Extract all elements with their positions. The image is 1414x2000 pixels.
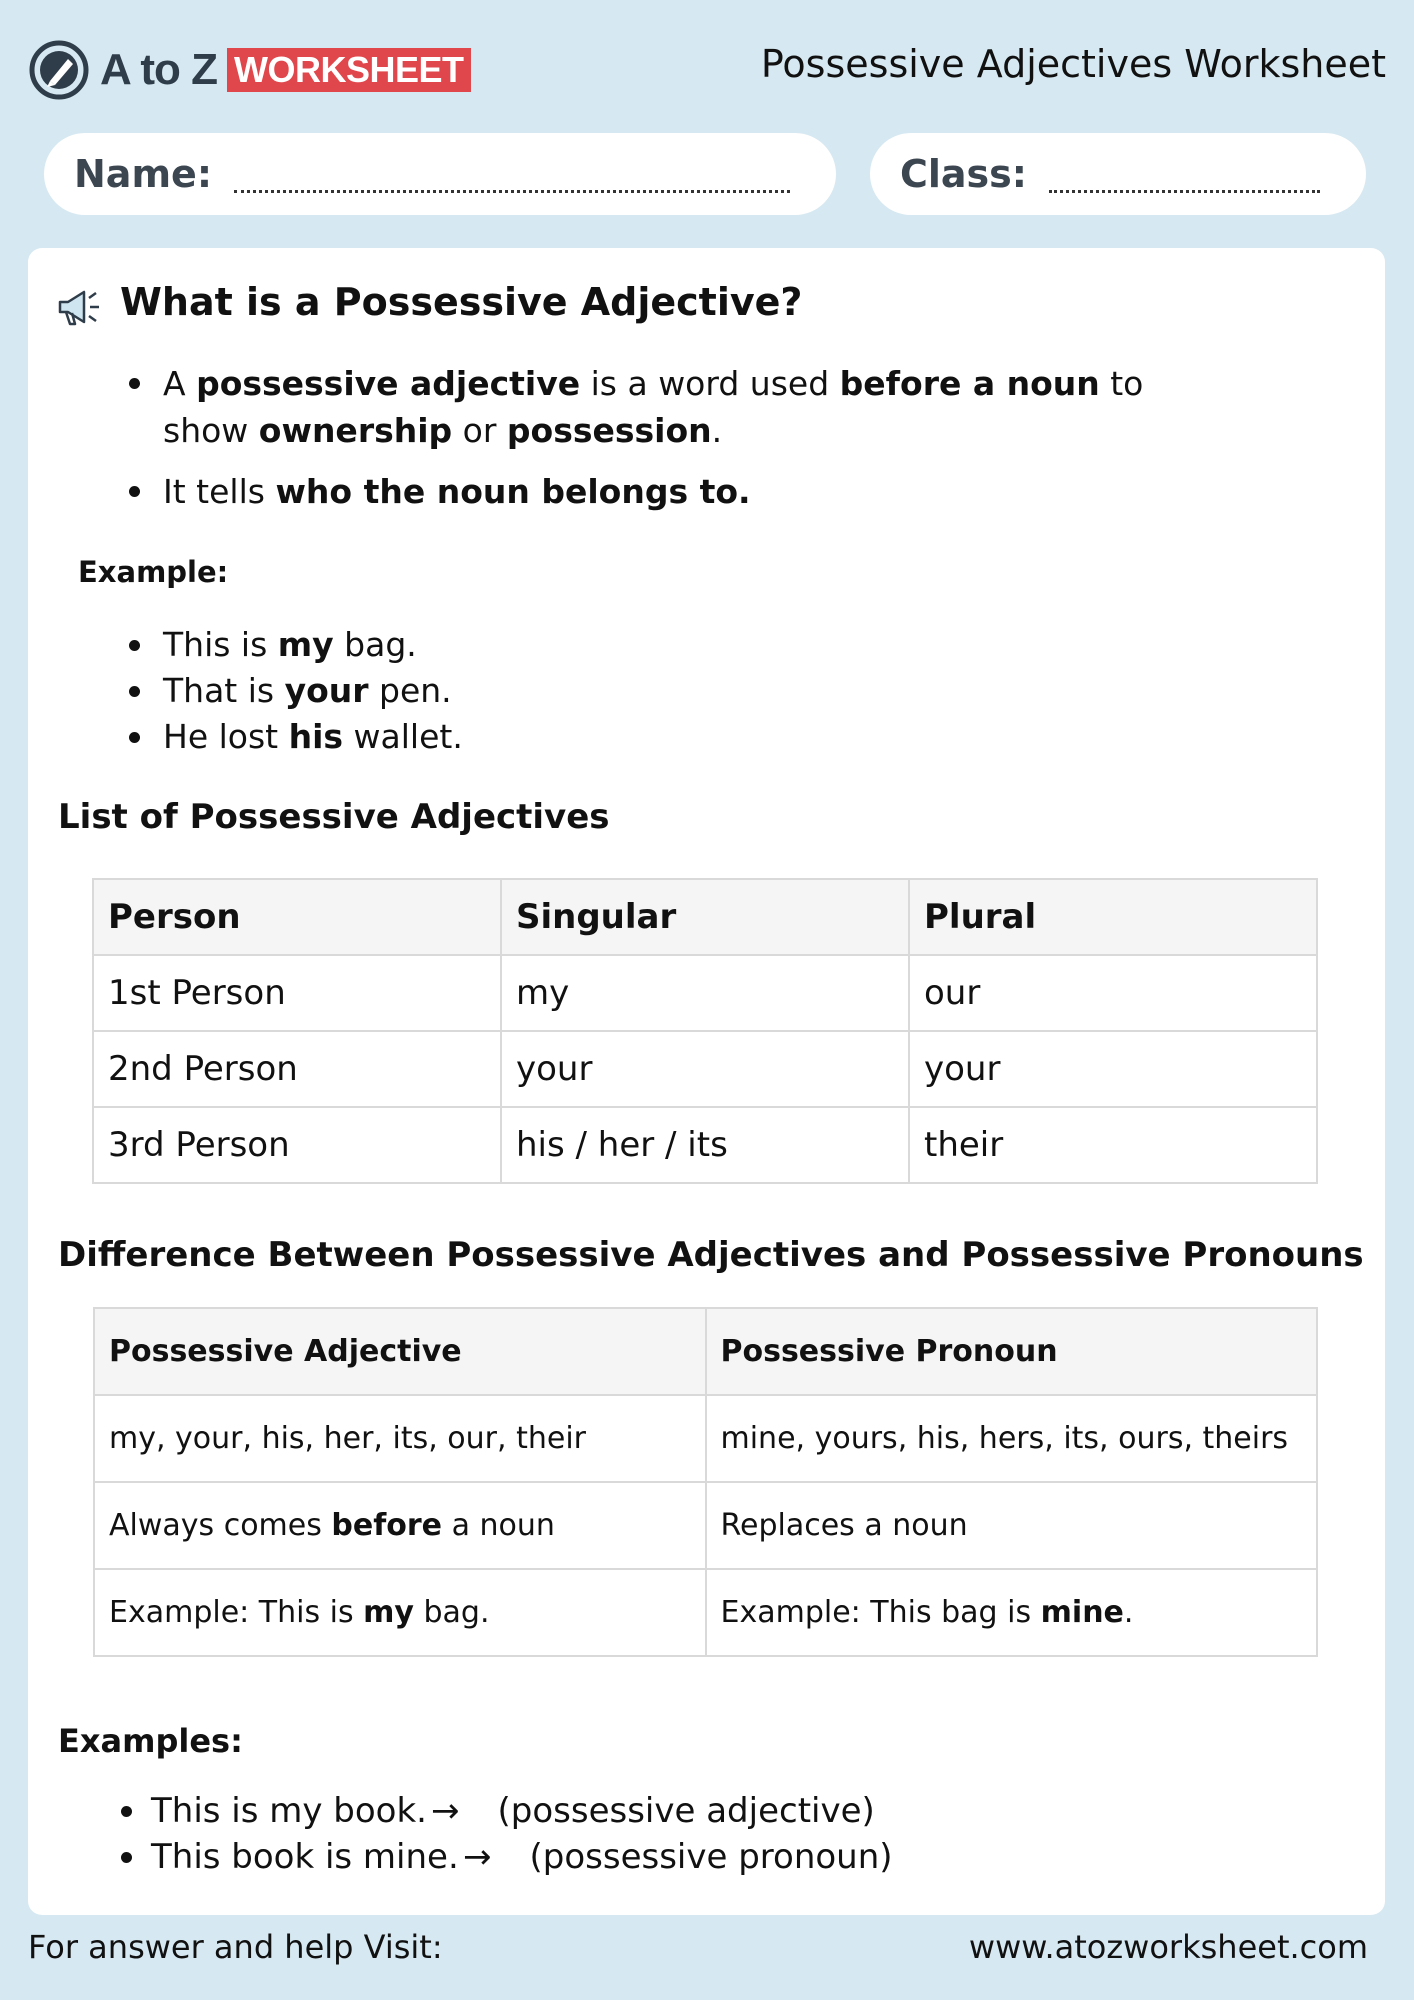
table-row [94, 1482, 1317, 1569]
table-cell: your [501, 1031, 909, 1107]
megaphone-icon [54, 286, 102, 330]
table-cell: our [909, 955, 1317, 1031]
table-row [94, 1395, 1317, 1482]
intro-heading: What is a Possessive Adjective? [120, 280, 803, 324]
diff-section-heading: Difference Between Possessive Adjectives and Possessive Pronouns [58, 1235, 1364, 1275]
table-cell: your [909, 1031, 1317, 1107]
table-cell: Always comes before a noun [94, 1482, 706, 1569]
footer-help-text: For answer and help Visit: [28, 1928, 443, 1966]
footer-website-link[interactable]: www.atozworksheet.com [968, 1928, 1368, 1966]
arrow-right-icon: → [463, 1837, 492, 1877]
table-cell: mine, yours, his, hers, its, ours, theirs [706, 1395, 1318, 1482]
definition-list [163, 360, 1223, 529]
table-row [93, 1031, 1317, 1107]
difference-table [93, 1307, 1318, 1657]
class-field[interactable] [870, 133, 1366, 215]
table-header-cell: Possessive Pronoun [706, 1308, 1318, 1395]
name-label: Name: [74, 152, 213, 196]
table-cell: Replaces a noun [706, 1482, 1318, 1569]
table-cell: 2nd Person [93, 1031, 501, 1107]
table-cell: Example: This is my bag. [94, 1569, 706, 1656]
examples-list [151, 1788, 893, 1880]
table-cell: my [501, 955, 909, 1031]
table-header-cell: Possessive Adjective [94, 1308, 706, 1395]
table-cell: 3rd Person [93, 1107, 501, 1183]
examples-label: Examples: [58, 1722, 243, 1760]
table-row [93, 955, 1317, 1031]
table-cell: Example: This bag is mine. [706, 1569, 1318, 1656]
table-header-cell: Plural [909, 879, 1317, 955]
list-item: This is my book. → (possessive adjective) [151, 1788, 893, 1834]
name-field[interactable] [44, 133, 836, 215]
list-item: This book is mine. → (possessive pronoun) [151, 1834, 893, 1880]
list-item: That is your pen. [163, 668, 463, 714]
table-header-cell: Person [93, 879, 501, 955]
table-header-cell: Singular [501, 879, 909, 955]
table-header-row [93, 879, 1317, 955]
list-section-heading: List of Possessive Adjectives [58, 797, 610, 837]
brand-logo [28, 38, 471, 102]
table-cell: their [909, 1107, 1317, 1183]
definition-item: A possessive adjective is a word used before a noun to show ownership or possession. [163, 360, 1223, 454]
logo-badge: WORKSHEET [227, 48, 471, 92]
page-header [0, 0, 1414, 130]
class-label: Class: [900, 152, 1027, 196]
table-header-row [94, 1308, 1317, 1395]
class-write-line[interactable] [1049, 168, 1320, 193]
document-title: Possessive Adjectives Worksheet [760, 42, 1386, 86]
list-item: This is my bag. [163, 622, 463, 668]
table-cell: my, your, his, her, its, our, their [94, 1395, 706, 1482]
list-item: He lost his wallet. [163, 714, 463, 760]
table-row [94, 1569, 1317, 1656]
table-cell: 1st Person [93, 955, 501, 1031]
example-list [163, 622, 463, 760]
table-row [93, 1107, 1317, 1183]
logo-text: A to Z [100, 45, 217, 94]
example-label: Example: [78, 555, 229, 589]
possessive-adjectives-table [92, 878, 1318, 1184]
pencil-circle-logo-icon [28, 39, 90, 101]
arrow-right-icon: → [431, 1791, 460, 1831]
table-cell: his / her / its [501, 1107, 909, 1183]
tells-item: It tells who the noun belongs to. [163, 468, 1223, 515]
name-write-line[interactable] [234, 168, 790, 193]
